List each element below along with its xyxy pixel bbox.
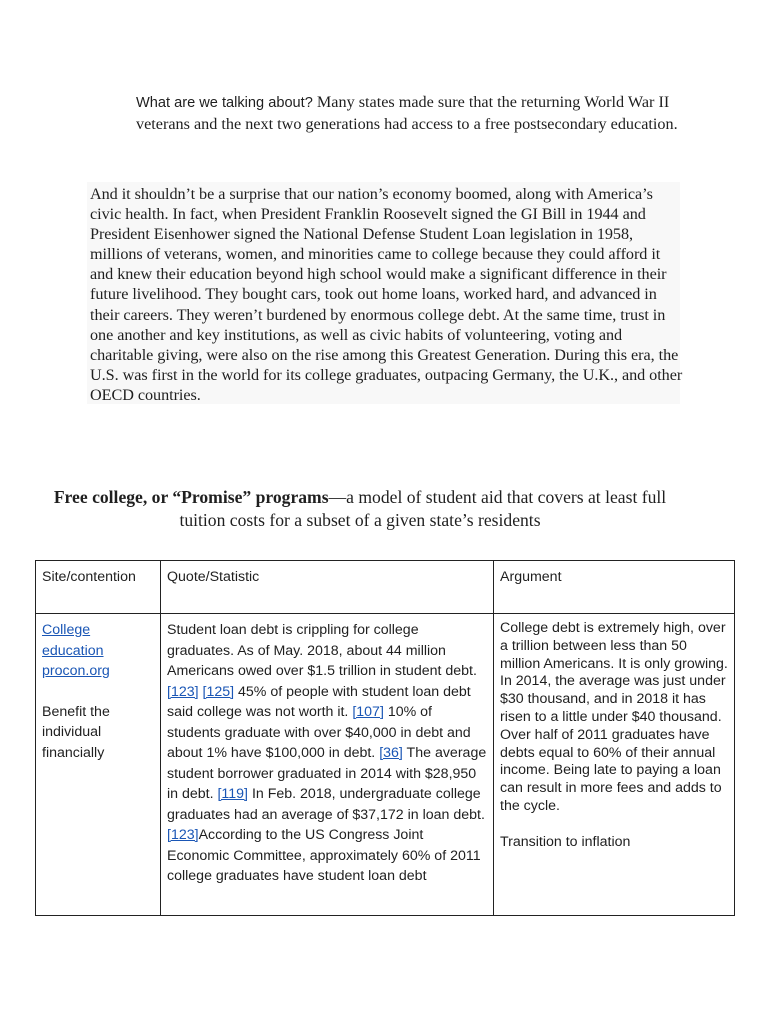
citation-link-123[interactable]: [123] bbox=[167, 683, 199, 700]
quote-text-1: Student loan debt is crippling for college graduates. As of May. 2018, about 44 million Americans owed over $1.5 trillion in student debt. bbox=[167, 622, 477, 679]
contention-text: Benefit the individual financially bbox=[42, 703, 110, 761]
argument-text: College debt is extremely high, over a trillion between less than 50 million Americans. It is only growing. In 2014, the average was just under $30 thousand, and in 2018 it has risen to a little under $40 thousand. Over half of 2011 graduates have debts equal to 60% of their annual income. Being late to paying a loan can result in more fees and adds to the cycle. bbox=[500, 620, 728, 814]
citation-link-107[interactable]: [107] bbox=[352, 704, 384, 720]
heading-rest: —a model of student aid that covers at least full tuition costs for a subset of a given state’s residents bbox=[179, 487, 667, 530]
research-table bbox=[35, 560, 735, 916]
heading-bold: Free college, or “Promise” programs bbox=[53, 487, 329, 507]
quote-text-5: The average student borrower graduated in 2014 with $28,950 in debt. bbox=[167, 745, 487, 802]
citation-link-125[interactable]: [125] bbox=[202, 683, 235, 700]
table-row bbox=[36, 614, 735, 916]
intro-text: Many states made sure that the returning World War II veterans and the next two generations had access to a free postsecondary education. bbox=[136, 93, 678, 133]
intro-lead: What are we talking about? bbox=[136, 95, 313, 111]
header-site-contention: Site/contention bbox=[36, 561, 161, 614]
quote-statistic-cell bbox=[161, 614, 494, 916]
quote-text-3: 45% of people with student loan debt said college was not worth it. bbox=[167, 683, 471, 720]
section-heading bbox=[40, 486, 680, 531]
header-quote-statistic: Quote/Statistic bbox=[161, 561, 494, 614]
citation-link-123-second[interactable]: [123] bbox=[167, 827, 199, 843]
intro-paragraph bbox=[136, 92, 696, 134]
header-argument: Argument bbox=[494, 561, 735, 614]
quoted-paragraph: And it shouldn’t be a surprise that our nation’s economy boomed, along with America’s civic health. In fact, when President Franklin Roosevelt signed the GI Bill in 1944 and President Eisenhower signed the National Defense Student Loan legislation in 1958, millions of veterans, women, and minorities came to college because they could afford it and knew their education beyond high school would make a significant difference in their future livelihood. They bought cars, took out home loans, worked hard, and advanced in their careers. They weren’t burdened by enormous college debt. At the same time, trust in one another and key institutions, as well as civic habits of volunteering, voting and charitable giving, were also on the rise among this Greatest Generation. During this era, the U.S. was first in the world for its college graduates, outpacing Germany, the U.K., and other OECD countries. bbox=[90, 185, 683, 404]
quote-text-6: In Feb. 2018, undergraduate college graduates had an average of $37,172 in loan debt. bbox=[167, 786, 485, 823]
citation-link-119[interactable]: [119] bbox=[217, 786, 248, 802]
quote-text-4: 10% of students graduate with over $40,000 in debt and about 1% have $100,000 in debt. bbox=[167, 704, 471, 761]
citation-link-36[interactable]: [36] bbox=[379, 745, 403, 761]
quote-text-7: According to the US Congress Joint Economic Committee, approximately 60% of 2011 college graduates have student loan debt bbox=[167, 827, 481, 884]
procon-link[interactable]: College education procon.org bbox=[42, 622, 110, 679]
table-header-row bbox=[36, 561, 735, 614]
argument-cell bbox=[494, 614, 735, 916]
transition-text: Transition to inflation bbox=[500, 833, 631, 850]
site-contention-cell bbox=[36, 614, 161, 916]
